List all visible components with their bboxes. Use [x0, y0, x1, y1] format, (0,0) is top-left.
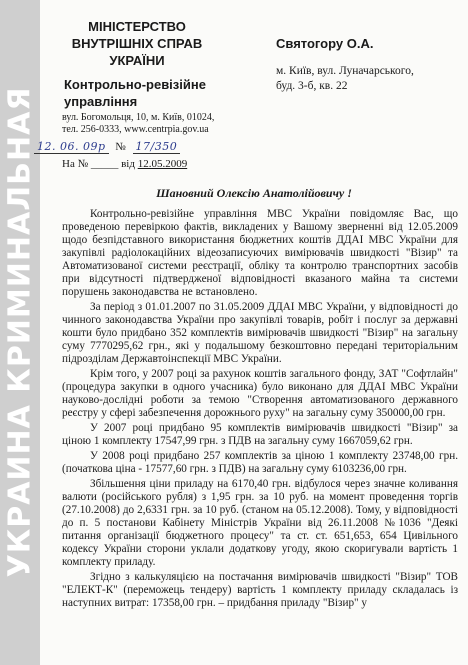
- ministry-line: УКРАЇНИ: [109, 53, 165, 68]
- ministry-line: ВНУТРІШНІХ СПРАВ: [71, 36, 203, 51]
- sender-street: вул. Богомольця, 10, м. Київ, 01024,: [62, 112, 215, 123]
- salutation: Шановний Олексію Анатолійовичу !: [156, 186, 352, 200]
- body-paragraph: У 2008 році придбано 257 комплектів за ціною 1 комплекту 23748,00 грн. (початкова ціна - 17577,60 грн. з ПДВ) на загальну суму 6103236,00 грн.: [62, 450, 458, 475]
- number-label: №: [115, 141, 126, 153]
- ministry-line: МІНІСТЕРСТВО: [88, 19, 186, 34]
- sender-address: [62, 112, 214, 136]
- ministry-header: [62, 18, 212, 69]
- outgoing-date-number: [34, 140, 180, 153]
- recipient-address-line: буд. 3-б, кв. 22: [276, 80, 348, 92]
- body-paragraph: За період з 01.01.2007 по 31.05.2009 ДДАІ МВС України, у відповідності до чинного законодавства України про закупівлі товарів, робіт і послуг за державні кошти було придбано 352 комплектів вимірювачів швидкості "Візир" на загальну суму 7770295,62 грн., які у подальшому безкоштовно передані територіальним підрозділам Державтоінспекції МВС України.: [62, 301, 458, 365]
- letter-body: [62, 208, 458, 612]
- body-paragraph: У 2007 році придбано 95 комплектів вимірювачів швидкості "Візир" за ціною 1 комплекту 17547,99 грн. з ПДВ на загальну суму 1667059,62 грн.: [62, 422, 458, 447]
- reference-line: [62, 158, 187, 170]
- reference-label: На №: [62, 158, 89, 170]
- watermark-strip: [0, 0, 40, 665]
- reference-date: 12.05.2009: [137, 158, 188, 170]
- body-paragraph: Збільшення ціни приладу на 6170,40 грн. відбулося через значне коливання валюти (російського рубля) з 1,95 грн. за 10 руб. на момент проведення торгів (27.10.2008) до 2,6331 грн. за 10 руб. (станом на 05.12.2008). Тому, у відповідності до п. 5 постанови Кабінету Міністрів України від 26.11.2008 №1036 "Деякі питання організації бюджетного процесу" та ст. ст. 651,653, 654 Цивільного кодексу України сторони уклали додаткову угоду, якою скоригували вартість 1 комплекту приладу.: [62, 478, 458, 568]
- handwritten-number: 17/350: [133, 140, 181, 154]
- recipient-address-line: м. Київ, вул. Луначарського,: [276, 65, 414, 77]
- body-paragraph: Згідно з калькуляцією на постачання вимірювачів швидкості "Візир" ТОВ "ЕЛЕКТ-К" (переможець тендеру) вартість 1 комплекту приладу складалась із наступних витрат: 17358,00 грн. – придбання приладу "Візир" у: [62, 571, 458, 609]
- body-paragraph: Крім того, у 2007 році за рахунок коштів загального фонду, ЗАТ "Софтлайн" (процедура закупки в одного учасника) було виконано для ДДАІ МВС України науково-дослідні роботи за темою "Створення автоматизованого державного реєстру у сфері забезпечення дорожнього руху" на загальну суму 350000,00 грн.: [62, 368, 458, 419]
- reference-from-label: від: [121, 158, 135, 170]
- watermark-text: УКРАИНА КРИМИНАЛЬНАЯ: [2, 86, 38, 578]
- handwritten-date: 12. 06. 09р: [34, 140, 109, 154]
- department-name: Контрольно-ревізійне управління: [64, 77, 206, 109]
- reference-blank: _____: [90, 158, 119, 170]
- sender-contacts: тел. 256-0333, www.centrpia.gov.ua: [62, 124, 209, 135]
- recipient-address: [276, 64, 414, 94]
- body-paragraph: Контрольно-ревізійне управління МВС України повідомляє Вас, що проведеною перевіркою фактів, викладених у Вашому зверненні від 12.05.2009 щодо безпідставного використання бюджетних коштів ДДАІ МВС України для закупівлі радіолокаційних відеозаписуючих вимірювачів швидкості "Візир" та Автоматизованої системи реєстрації, обліку та контролю транспортних засобів при відсутності підтвердженої відповідності вказаного майна та системи порушень законодавства не встановлено.: [62, 208, 458, 298]
- recipient-name: Святогору О.А.: [276, 36, 374, 51]
